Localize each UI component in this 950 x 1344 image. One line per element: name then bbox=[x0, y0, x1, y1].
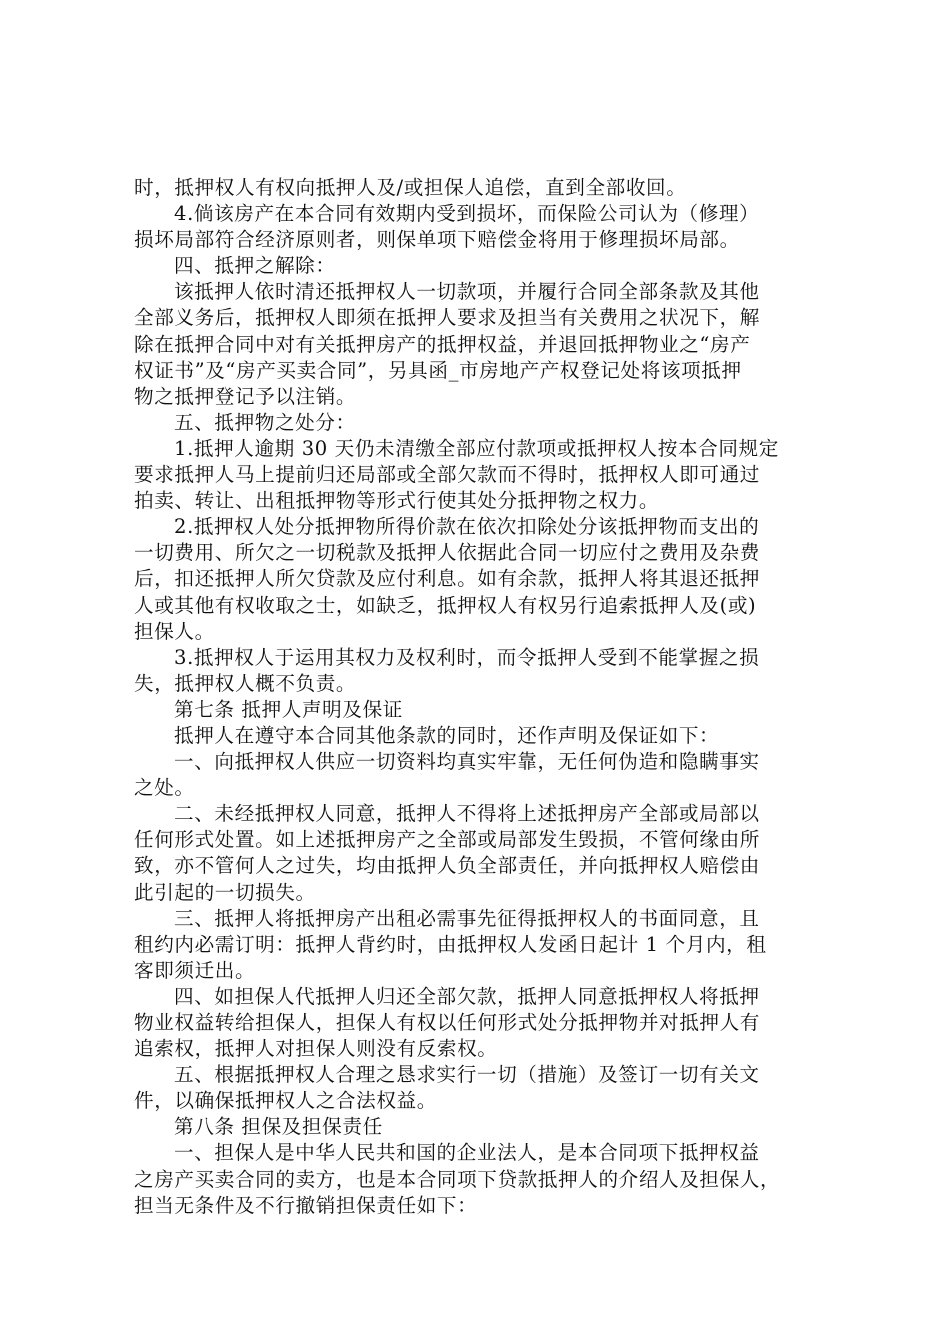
text-line: 4.倘该房产在本合同有效期内受到损坏，而保险公司认为（修理） bbox=[174, 202, 760, 226]
text-line: 全部义务后，抵押权人即须在抵押人要求及担当有关费用之状况下，解 bbox=[134, 306, 761, 330]
text-line: 三、抵押人将抵押房产出租必需事先征得抵押权人的书面同意，且 bbox=[174, 906, 760, 930]
text-line: 2.抵押权人处分抵押物所得价款在依次扣除处分该抵押物而支出的 bbox=[174, 515, 760, 539]
text-line: 之处。 bbox=[134, 776, 195, 800]
text-line: 除在抵押合同中对有关抵押房产的抵押权益，并退回抵押物业之“房产 bbox=[134, 332, 751, 356]
text-line: 人或其他有权收取之士，如缺乏，抵押权人有权另行追索抵押人及(或) bbox=[134, 593, 757, 617]
text-line: 四、抵押之解除： bbox=[174, 254, 336, 278]
text-line: 时，抵押权人有权向抵押人及/或担保人追偿，直到全部收回。 bbox=[134, 176, 687, 199]
text-line: 失，抵押权人概不负责。 bbox=[134, 671, 357, 695]
text-line: 五、抵押物之处分： bbox=[174, 410, 356, 434]
text-line: 损坏局部符合经济原则者，则保单项下赔偿金将用于修理损坏局部。 bbox=[134, 228, 740, 252]
text-line: 抵押人在遵守本合同其他条款的同时，还作声明及保证如下： bbox=[174, 723, 720, 747]
text-line: 五、根据抵押权人合理之恳求实行一切（措施）及签订一切有关文 bbox=[174, 1063, 760, 1087]
text-line: 物业权益转给担保人，担保人有权以任何形式处分抵押物并对抵押人有 bbox=[134, 1011, 761, 1034]
document-body bbox=[134, 175, 839, 1219]
text-line: 3.抵押权人于运用其权力及权利时，而令抵押人受到不能掌握之损 bbox=[174, 645, 760, 669]
text-line: 物之抵押登记予以注销。 bbox=[134, 384, 357, 408]
text-line: 第八条 担保及担保责任 bbox=[174, 1115, 383, 1139]
text-line: 此引起的一切损失。 bbox=[134, 880, 316, 904]
text-line: 之房产买卖合同的卖方，也是本合同项下贷款抵押人的介绍人及担保人， bbox=[134, 1167, 781, 1191]
text-line: 任何形式处置。如上述抵押房产之全部或局部发生毁损，不管何缘由所 bbox=[134, 828, 761, 852]
text-line: 客即须迁出。 bbox=[134, 958, 256, 982]
text-line: 拍卖、转让、出租抵押物等形式行使其处分抵押物之权力。 bbox=[134, 489, 660, 513]
text-line: 一切费用、所欠之一切税款及抵押人依据此合同一切应付之费用及杂费 bbox=[134, 541, 761, 565]
text-line: 租约内必需订明：抵押人背约时，由抵押权人发函日起计 1 个月内，租 bbox=[134, 932, 767, 956]
text-line: 二、未经抵押权人同意，抵押人不得将上述抵押房产全部或局部以 bbox=[174, 802, 760, 826]
text-line: 要求抵押人马上提前归还局部或全部欠款而不得时，抵押权人即可通过 bbox=[134, 463, 761, 487]
text-line: 担当无条件及不行撤销担保责任如下： bbox=[134, 1193, 478, 1217]
text-line: 四、如担保人代抵押人归还全部欠款，抵押人同意抵押权人将抵押 bbox=[174, 984, 760, 1008]
text-line: 一、向抵押权人供应一切资料均真实牢靠，无任何伪造和隐瞒事实 bbox=[174, 750, 760, 774]
text-line: 该抵押人依时清还抵押权人一切款项，并履行合同全部条款及其他 bbox=[174, 280, 760, 304]
text-line: 权证书”及“房产买卖合同”，另具函_市房地产产权登记处将该项抵押 bbox=[134, 358, 742, 382]
text-line: 1.抵押人逾期 30 天仍未清缴全部应付款项或抵押权人按本合同规定 bbox=[174, 436, 779, 460]
text-line: 第七条 抵押人声明及保证 bbox=[174, 697, 403, 721]
text-line: 致，亦不管何人之过失，均由抵押人负全部责任，并向抵押权人赔偿由 bbox=[134, 854, 761, 878]
text-line: 件，以确保抵押权人之合法权益。 bbox=[134, 1089, 437, 1113]
text-line: 担保人。 bbox=[134, 619, 215, 643]
text-line: 后，扣还抵押人所欠贷款及应付利息。如有余款，抵押人将其退还抵押 bbox=[134, 567, 761, 591]
text-line: 一、担保人是中华人民共和国的企业法人，是本合同项下抵押权益 bbox=[174, 1141, 760, 1165]
text-line: 追索权，抵押人对担保人则没有反索权。 bbox=[134, 1037, 498, 1061]
